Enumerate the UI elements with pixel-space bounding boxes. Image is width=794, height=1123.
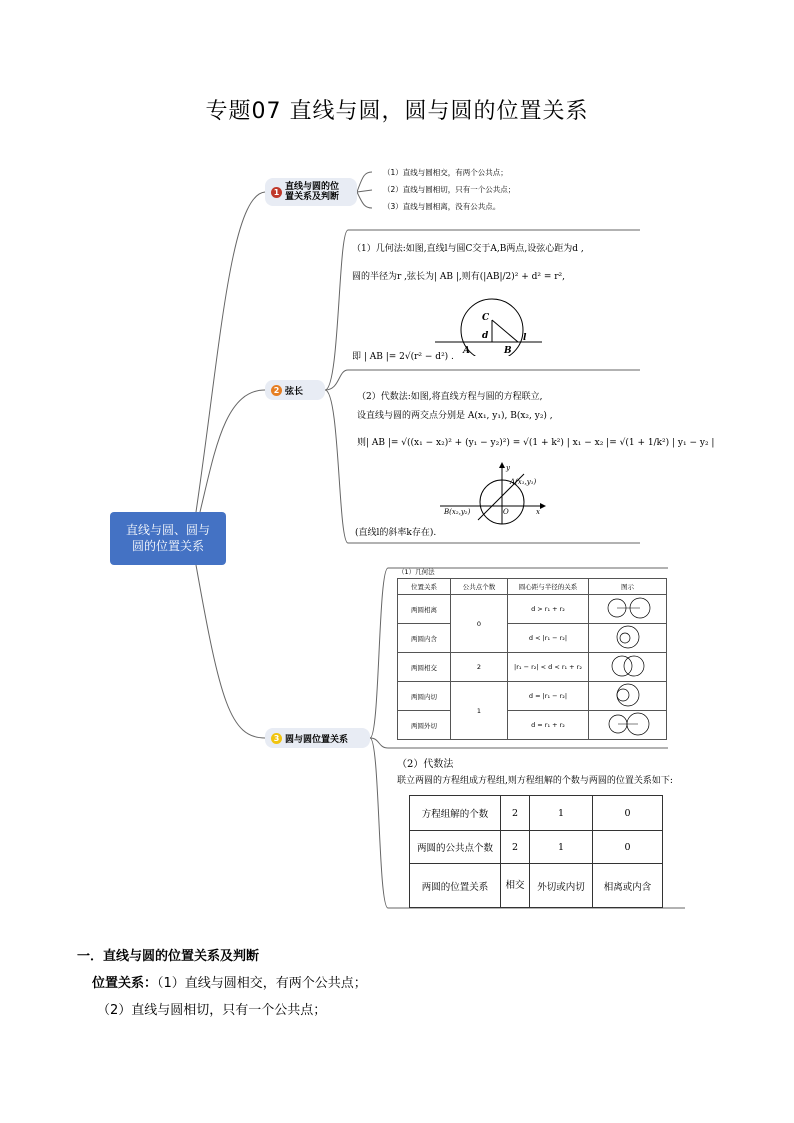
condition-cell: d = r₁ + r₂ [508,711,589,740]
branch-chord-length[interactable] [265,380,325,400]
position-relation-label: 位置关系： [92,976,158,991]
branch-number-1: 1 [271,187,282,198]
table-row [410,864,663,908]
circles-algebra-table [409,795,663,908]
condition-cell: |r₁ − r₂| < d < r₁ + r₂ [508,653,589,682]
branch1-label-line2: 置关系及判断 [285,192,340,202]
chord-algebra-figure [440,462,550,526]
diagram-cell [589,682,667,711]
branch1-label-line1: 直线与圆的位 [285,182,340,192]
condition-cell: d > r₁ + r₂ [508,595,589,624]
condition-cell: d = |r₁ − r₂| [508,682,589,711]
page-title: 专题07 直线与圆，圆与圆的位置关系 [205,99,589,124]
condition-cell: d < |r₁ − r₂| [508,624,589,653]
branch1-item: （3）直线与圆相离，没有公共点。 [383,202,501,211]
fig2-label-x: x [536,508,540,516]
table-cell: 两圆的公共点个数 [410,831,501,864]
chord-alg-note: (直线l的斜率k存在). [355,528,437,538]
table-row [398,653,667,682]
count-cell: 0 [451,595,508,653]
table-cell: 相离或内含 [593,864,663,908]
table-cell: 2 [501,796,530,831]
circles-alg-title: （2）代数法 [397,759,454,770]
table-header-cell: 图示 [589,579,667,595]
fig2-label-y: y [506,464,510,472]
table-cell: 1 [530,831,593,864]
circles-geometry-table [397,578,667,740]
table-row [410,796,663,831]
relation-cell: 两圆相离 [398,595,451,624]
contained-circles-icon [603,625,653,649]
internally-tangent-circles-icon [603,683,653,707]
chord-alg-line3: 则| AB |= √((x₁ − x₂)² + (y₁ − y₂)²) = √(1 + k²) | x₁ − x₂ |= √(1 + 1/k²) | y₁ − y₂ | [357,438,715,448]
branch3-label: 圆与圆位置关系 [285,734,349,745]
fig-label-d: d [482,331,489,341]
externally-tangent-circles-icon [603,712,653,736]
table-row [398,711,667,740]
table-row [410,831,663,864]
root-label-line1: 直线与圆、圆与 [125,523,210,537]
table-header-cell: 圆心距与半径的关系 [508,579,589,595]
branch2-label: 弦长 [285,386,304,397]
fig-label-b: B [504,346,512,356]
fig-label-l: l [523,333,527,343]
chord-geo-line2: 圆的半径为r ,弦长为| AB |,则有(|AB|/2)² + d² = r², [352,272,566,282]
table-cell: 1 [530,796,593,831]
fig2-label-a: A(x₁,y₁) [510,478,537,486]
table-header-cell: 公共点个数 [451,579,508,595]
branch-position-relation[interactable] [265,178,357,206]
count-cell: 2 [451,653,508,682]
chord-alg-line1: （2）代数法:如图,将直线方程与圆的方程联立, [357,392,543,402]
root-label-line2: 圆的位置关系 [131,539,204,553]
intersecting-circles-icon [603,654,653,678]
branch-number-3: 3 [271,733,282,744]
chord-geometry-figure [430,296,550,356]
table-row [398,682,667,711]
table-cell: 0 [593,831,663,864]
relation-cell: 两圆内含 [398,624,451,653]
diagram-cell [589,624,667,653]
diagram-cell [589,711,667,740]
table-row [398,595,667,624]
branch-circle-circle[interactable] [265,728,370,748]
chord-geo-line1: （1）几何法:如图,直线l与圆C交于A,B两点,设弦心距为d , [352,244,584,254]
branch1-item: （2）直线与圆相切，只有一个公共点； [383,185,516,194]
branch-number-2: 2 [271,385,282,396]
fig2-label-o: O [503,508,509,516]
fig2-label-b: B(x₂,y₂) [444,508,471,516]
table-cell: 2 [501,831,530,864]
relation-cell: 两圆相交 [398,653,451,682]
circles-geo-title: （1）几何法 [398,568,435,576]
section-line2: （2）直线与圆相切，只有一个公共点； [97,1003,327,1018]
table-header-cell: 位置关系 [398,579,451,595]
count-cell: 1 [451,682,508,740]
relation-cell: 两圆外切 [398,711,451,740]
table-row [398,624,667,653]
table-cell: 相交 [501,864,530,908]
separate-circles-icon [603,596,653,620]
table-header-row [398,579,667,595]
root-node[interactable] [110,512,226,565]
table-cell: 0 [593,796,663,831]
circles-alg-desc: 联立两圆的方程组成方程组,则方程组解的个数与两圆的位置关系如下: [397,776,673,786]
diagram-cell [589,653,667,682]
table-cell: 外切或内切 [530,864,593,908]
section-line1: （1）直线与圆相交，有两个公共点； [157,976,367,991]
branch1-item: （1）直线与圆相交，有两个公共点； [383,168,508,177]
fig-label-a: A [463,346,470,356]
diagram-cell [589,595,667,624]
chord-geo-result: 即 | AB |= 2√(r² − d²) . [352,352,454,362]
section-heading: 一．直线与圆的位置关系及判断 [77,949,260,964]
relation-cell: 两圆内切 [398,682,451,711]
table-cell: 两圆的位置关系 [410,864,501,908]
fig-label-c: C [482,313,490,323]
chord-alg-line2: 设直线与圆的两交点分别是 A(x₁, y₁), B(x₂, y₂) , [357,411,553,421]
table-cell: 方程组解的个数 [410,796,501,831]
